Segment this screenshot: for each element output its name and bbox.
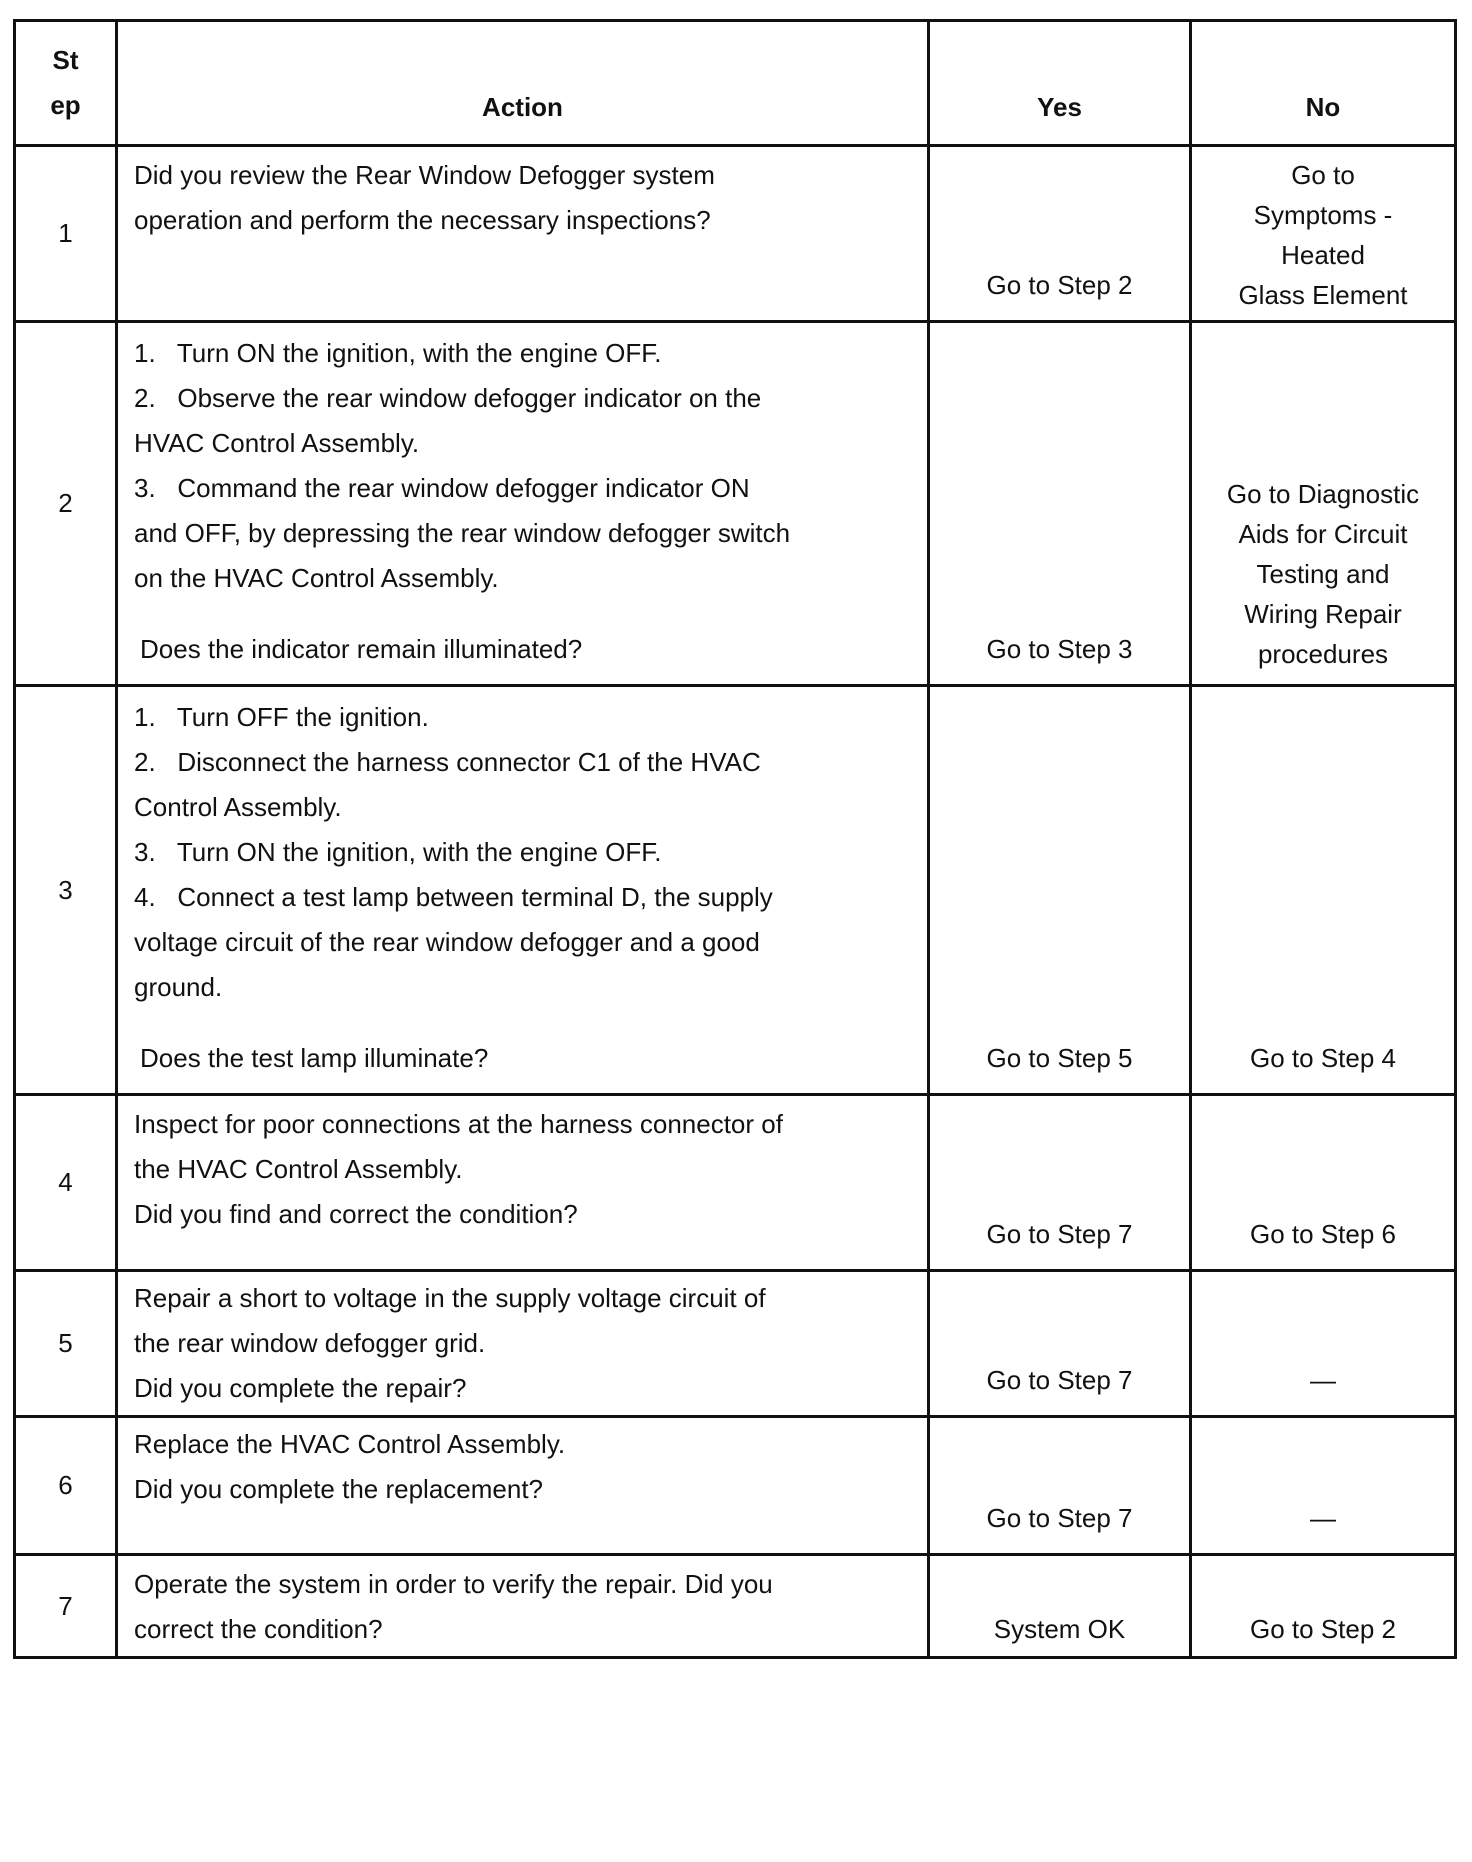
action-line: ground. [134, 972, 223, 1002]
no-cell: Go to Step 6 [1191, 1095, 1456, 1271]
action-cell [117, 1271, 929, 1417]
action-line: Inspect for poor connections at the harness connector of [134, 1109, 783, 1139]
step-number: 3 [15, 686, 117, 1095]
no-cell: — [1191, 1417, 1456, 1555]
diagnostic-table [13, 19, 1457, 1659]
action-line: Control Assembly. [134, 792, 342, 822]
action-cell [117, 1417, 929, 1555]
action-line: Repair a short to voltage in the supply voltage circuit of [134, 1283, 766, 1313]
header-step-line1: St [52, 45, 79, 75]
step-number: 2 [15, 322, 117, 686]
table-row [15, 1417, 1456, 1555]
action-cell [117, 1555, 929, 1658]
yes-cell: Go to Step 7 [929, 1095, 1191, 1271]
table-row [15, 1271, 1456, 1417]
no-cell: Go to Step 2 [1191, 1555, 1456, 1658]
yes-cell: Go to Step 2 [929, 146, 1191, 322]
no-cell: Go to Step 4 [1191, 686, 1456, 1095]
header-no: No [1191, 21, 1456, 146]
step-number: 6 [15, 1417, 117, 1555]
header-yes: Yes [929, 21, 1191, 146]
header-row [15, 21, 1456, 146]
header-action: Action [117, 21, 929, 146]
action-cell [117, 1095, 929, 1271]
no-line: Aids for Circuit [1238, 519, 1408, 549]
action-line: Did you complete the replacement? [134, 1474, 544, 1504]
no-line: Glass Element [1238, 280, 1408, 310]
step-number: 4 [15, 1095, 117, 1271]
action-line: on the HVAC Control Assembly. [134, 563, 499, 593]
no-line: Wiring Repair [1244, 599, 1402, 629]
action-line: operation and perform the necessary inspections? [134, 205, 711, 235]
header-step [15, 21, 117, 146]
action-line: Did you find and correct the condition? [134, 1199, 578, 1229]
no-line: Go to Diagnostic [1226, 479, 1420, 509]
action-line: 2. Disconnect the harness connector C1 of the HVAC [134, 747, 761, 777]
action-line: Did you complete the repair? [134, 1373, 467, 1403]
no-line: procedures [1257, 639, 1389, 669]
yes-cell: Go to Step 7 [929, 1271, 1191, 1417]
action-question: Does the indicator remain illuminated? [140, 634, 583, 664]
step-number: 5 [15, 1271, 117, 1417]
action-line: 3. Turn ON the ignition, with the engine OFF. [134, 837, 662, 867]
table-row [15, 1095, 1456, 1271]
no-cell [1191, 146, 1456, 322]
table-row [15, 322, 1456, 686]
header-step-line2: ep [50, 90, 81, 120]
yes-cell: Go to Step 5 [929, 686, 1191, 1095]
action-line: the HVAC Control Assembly. [134, 1154, 463, 1184]
action-question: Does the test lamp illuminate? [140, 1043, 489, 1073]
step-number: 7 [15, 1555, 117, 1658]
table-row [15, 146, 1456, 322]
action-line: HVAC Control Assembly. [134, 428, 420, 458]
step-number: 1 [15, 146, 117, 322]
no-line: Heated [1281, 240, 1365, 270]
action-line: and OFF, by depressing the rear window defogger switch [134, 518, 791, 548]
yes-cell: System OK [929, 1555, 1191, 1658]
action-line: 1. Turn OFF the ignition. [134, 702, 429, 732]
no-cell: — [1191, 1271, 1456, 1417]
action-cell [117, 322, 929, 686]
yes-cell: Go to Step 7 [929, 1417, 1191, 1555]
action-cell [117, 146, 929, 322]
no-line: Testing and [1256, 559, 1390, 589]
action-cell [117, 686, 929, 1095]
action-line: voltage circuit of the rear window defogger and a good [134, 927, 760, 957]
action-line: Did you review the Rear Window Defogger system [134, 160, 715, 190]
action-line: correct the condition? [134, 1614, 383, 1644]
no-line: Symptoms - [1253, 200, 1393, 230]
no-cell [1191, 322, 1456, 686]
action-line: 3. Command the rear window defogger indicator ON [134, 473, 750, 503]
action-line: 2. Observe the rear window defogger indicator on the [134, 383, 762, 413]
action-line: 1. Turn ON the ignition, with the engine OFF. [134, 338, 662, 368]
action-line: Replace the HVAC Control Assembly. [134, 1429, 566, 1459]
action-line: Operate the system in order to verify the repair. Did you [134, 1569, 773, 1599]
action-line: 4. Connect a test lamp between terminal D, the supply [134, 882, 773, 912]
action-line: the rear window defogger grid. [134, 1328, 486, 1358]
table-row [15, 686, 1456, 1095]
table-row [15, 1555, 1456, 1658]
yes-cell: Go to Step 3 [929, 322, 1191, 686]
no-line: Go to [1291, 160, 1355, 190]
